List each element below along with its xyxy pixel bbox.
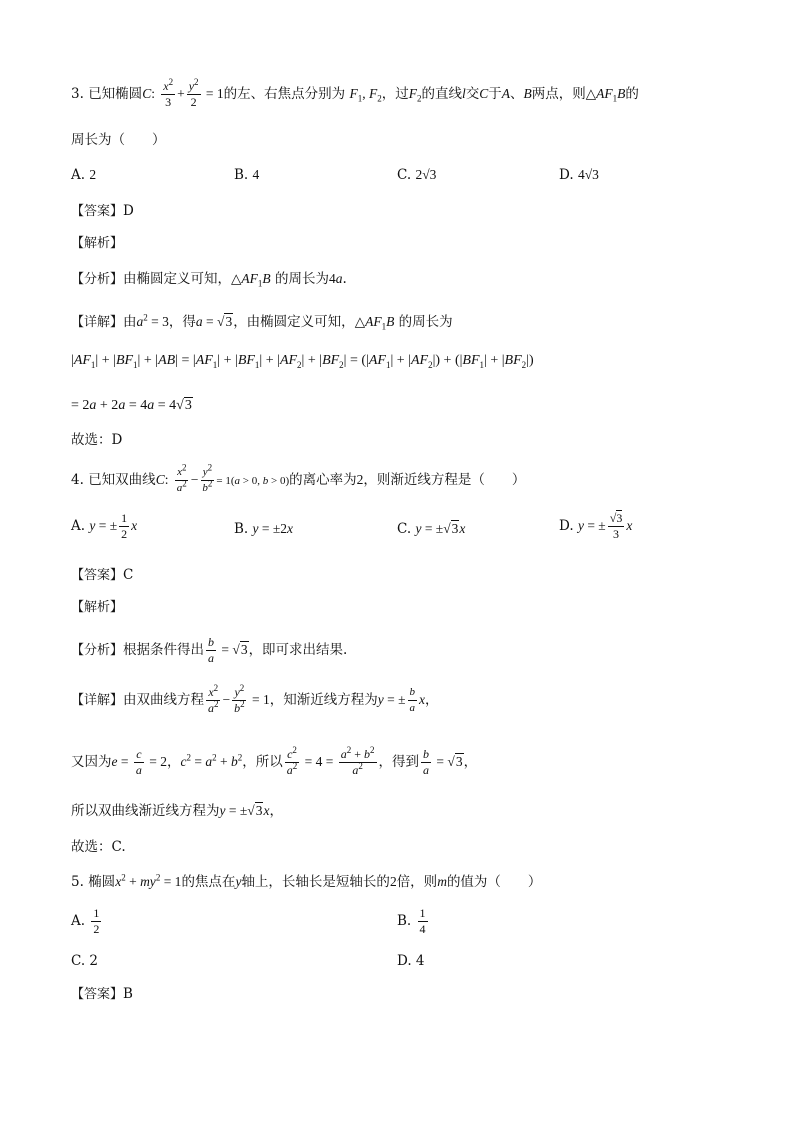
q5-option-a: A. $\frac{1}{2}$ [71, 906, 100, 936]
q3-stem-line2: 周长为（ ） [71, 132, 166, 148]
q3-option-b: B. 4 [234, 167, 260, 183]
q4-analysis-heading: 【解析】 [71, 600, 124, 615]
q4-option-d: D. y = ± $\frac{√3}{3}$ x [559, 511, 633, 541]
q3-choose: 故选：D [71, 432, 123, 448]
q3-detail: 【详解】由$a^2 = 3$，得a = √3，由椭圆定义可知，$\triangle AF_1B$ 的周长为 [71, 312, 453, 332]
q5-option-c: C. 2 [71, 953, 99, 969]
q3-fenxi: 【分析】由椭圆定义可知，$\triangle AF_1B$ 的周长为4a. [71, 271, 347, 289]
q3-analysis-heading: 【解析】 [71, 236, 124, 251]
q4-answer: 【答案】C [71, 567, 134, 583]
q3-stem-line1: 3. 已知椭圆C: $\frac{x^2}{3}$ + $\frac{y^2}{2}$ = 1的左、右焦点分别为 $F_1$, $F_2$，过$F_2$的直线l交C于A、B两点，则$\triangle AF_1B$的 [71, 77, 639, 109]
q4-option-b: B. y = ±2x [234, 521, 294, 537]
q4-detail-line3: 所以双曲线渐近线方程为y = ±√3x， [71, 803, 283, 819]
q3-detail-equation2: = 2a + 2a = 4a = 4√3 [71, 398, 192, 413]
q4-option-c: C. y = ±√3x [397, 521, 466, 537]
q3-detail-equation1: $|AF_1| + |BF_1| + |AB| = |AF_1| + |BF_1| + |AF_2| + |BF_2| = (|AF_1| + |AF_2|) + (|BF_1| + |BF_2|)$ [71, 353, 534, 370]
q3-option-a: A. 2 [71, 167, 97, 183]
q4-choose: 故选：C. [71, 839, 126, 855]
q3-option-d: D. 4√3 [559, 167, 599, 183]
q3-number: 3. [71, 86, 84, 102]
q5-option-b: B. $\frac{1}{4}$ [397, 906, 426, 936]
q3-ellipse-frac-y: $\frac{y^2}{2}$ [188, 77, 199, 109]
q4-stem: 4. 已知双曲线C: $\frac{x^2}{a^2}$ − $\frac{y^2}{b^2}$ = 1(a > 0, b > 0)的离心率为2，则渐近线方程是（ ） [71, 462, 526, 494]
q4-detail: 【详解】由双曲线方程 $\frac{x^2}{a^2}$ − $\frac{y^2}{b^2}$ = 1，知渐近线方程为y = ± $\frac{b}{a}$ x， [71, 683, 439, 715]
q5-option-d: D. 4 [397, 953, 425, 969]
q3-answer: 【答案】D [71, 203, 134, 219]
q5-answer: 【答案】B [71, 986, 133, 1002]
q3-option-c: C. 2√3 [397, 167, 437, 183]
q4-fenxi: 【分析】根据条件得出 $\frac{b}{a}$ = √3，即可求出结果. [71, 635, 348, 665]
q5-stem: 5. 椭圆$x^2 + my^2 = 1$的焦点在y轴上，长轴长是短轴长的2倍，则m的值为（ ） [71, 872, 542, 890]
q4-detail-line2: 又因为e = $\frac{c}{a}$ = 2，$c^2 = a^2 + b^2$，所以 $\frac{c^2}{a^2}$ = 4 = $\frac{a^2 + b^2}{a^2}$ ，得到 $\frac{b}{a}$ = √3， [71, 745, 478, 777]
q4-option-a: A. y = ± $\frac{1}{2}$ x [71, 511, 138, 541]
q3-ellipse-frac-x: $\frac{x^2}{3}$ [163, 77, 174, 109]
